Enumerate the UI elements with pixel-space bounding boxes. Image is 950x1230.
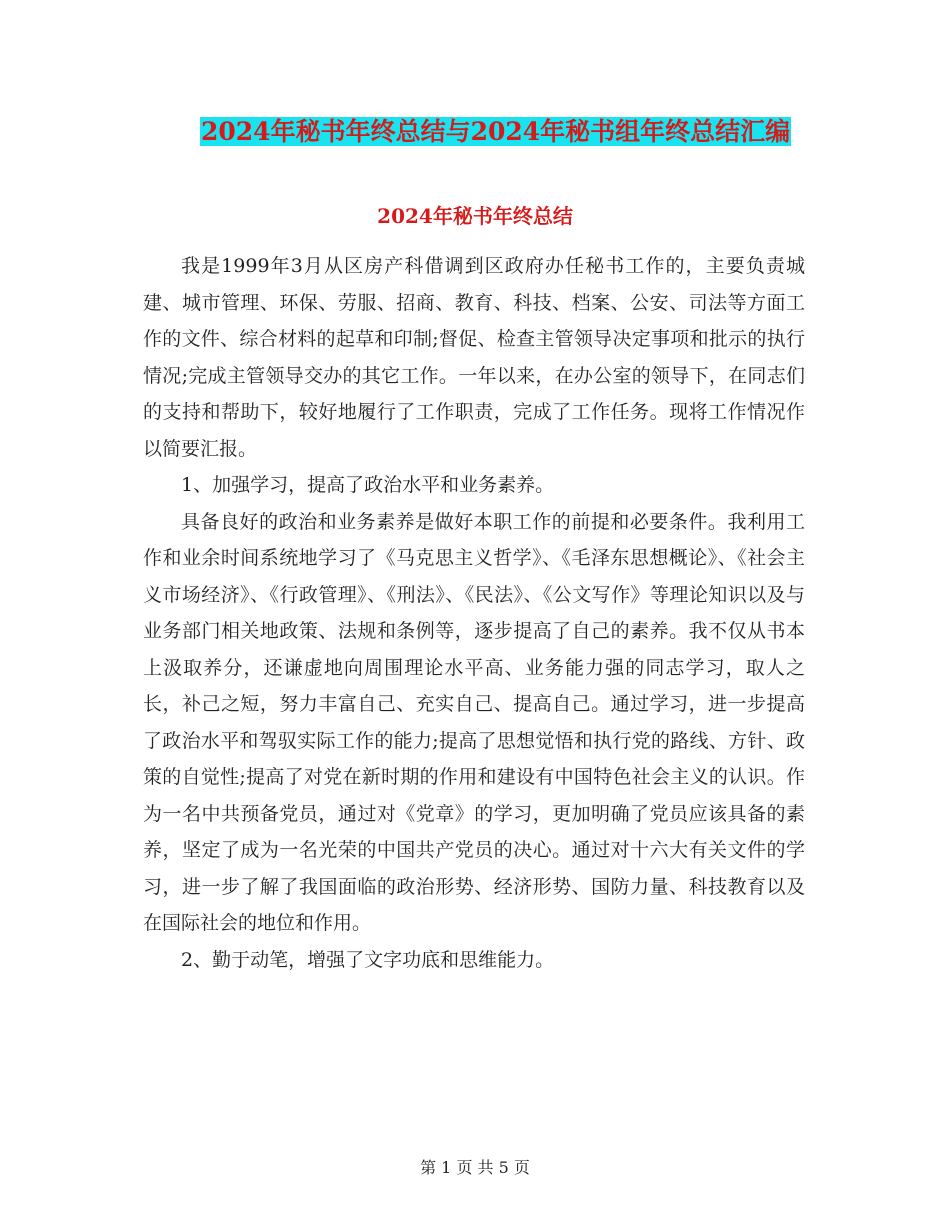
document-title-text: 2024年秘书年终总结与2024年秘书组年终总结汇编 — [201, 117, 791, 146]
document-body — [143, 248, 805, 978]
paragraph-heading-1: 1、加强学习，提高了政治水平和业务素养。 — [181, 474, 555, 496]
paragraph-heading-2: 2、勤于动笔，增强了文字功底和思维能力。 — [181, 948, 555, 971]
page-number-footer: 第 1 页 共 5 页 — [420, 1158, 530, 1177]
document-title — [200, 112, 791, 152]
paragraph-intro: 我是1999年3月从区房产科借调到区政府办任秘书工作的，主要负责城建、城市管理、环保、劳服、招商、教育、科技、档案、公安、司法等方面工作的文件、综合材料的起草和印制;督促、检查主管领导决定事项和批示的执行情况;完成主管领导交办的其它工作。一年以来，在办公室的领导下，在同志们的支持和帮助下，较好地履行了工作职责，完成了工作任务。现将工作情况作以简要汇报。 — [143, 255, 805, 460]
paragraph-study: 具备良好的政治和业务素养是做好本职工作的前提和必要条件。我利用工作和业余时间系统地学习了《马克思主义哲学》、《毛泽东思想概论》、《社会主义市场经济》、《行政管理》、《刑法》、《民法》、《公文写作》等理论知识以及与业务部门相关地政策、法规和条例等，逐步提高了自己的素养。我不仅从书本上汲取养分，还谦虚地向周围理论水平高、业务能力强的同志学习，取人之长，补己之短，努力丰富自己、充实自己、提高自己。通过学习，进一步提高了政治水平和驾驭实际工作的能力;提高了思想觉悟和执行党的路线、方针、政策的自觉性;提高了对党在新时期的作用和建设有中国特色社会主义的认识。作为一名中共预备党员，通过对《党章》的学习，更加明确了党员应该具备的素养，坚定了成为一名光荣的中国共产党员的决心。通过对十六大有关文件的学习，进一步了解了我国面临的政治形势、经济形势、国防力量、科技教育以及在国际社会的地位和作用。 — [143, 510, 805, 934]
section-title: 2024年秘书年终总结 — [377, 204, 573, 228]
